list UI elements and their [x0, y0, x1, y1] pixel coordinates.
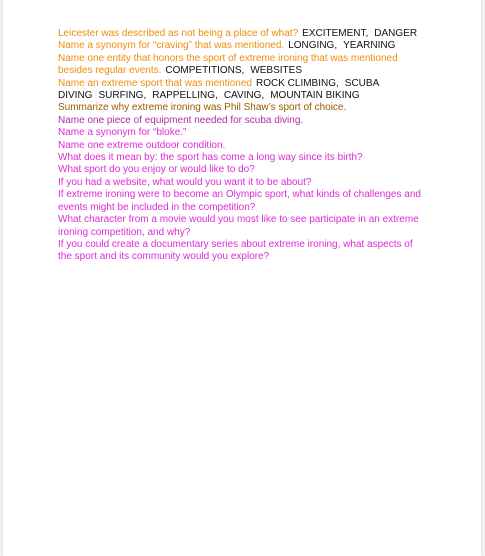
answer-text: MOUNTAIN BIKING — [270, 90, 360, 102]
document-page — [3, 0, 481, 556]
answer-text: LONGING, — [288, 40, 338, 52]
question-item — [58, 78, 428, 103]
question-item — [58, 28, 428, 40]
answer-text: COMPETITIONS, — [165, 65, 245, 77]
answer-group — [302, 28, 417, 39]
question-item — [58, 177, 428, 189]
answer-group — [288, 40, 395, 51]
question-item — [58, 239, 428, 264]
question-item — [58, 40, 428, 52]
question-item — [58, 152, 428, 164]
question-item — [58, 115, 428, 127]
question-text: If you had a website, what would you want it to be about? — [58, 176, 312, 188]
answer-group — [165, 65, 302, 76]
answer-text: WEBSITES — [250, 65, 302, 77]
answer-text: ROCK CLIMBING, — [255, 77, 339, 89]
answer-text: CAVING, — [223, 90, 265, 102]
question-item — [58, 214, 428, 239]
question-item — [58, 189, 428, 214]
answer-text: EXCITEMENT, — [302, 28, 369, 39]
question-text: What sport do you enjoy or would like to do? — [58, 164, 255, 176]
answer-text: DANGER — [374, 28, 418, 39]
question-text: Leicester was described as not being a place of what? — [58, 28, 299, 39]
question-list — [58, 28, 428, 264]
question-text: Name one piece of equipment needed for scuba diving. — [58, 114, 304, 126]
question-text: Summarize why extreme ironing was Phil Shaw’s sport of choice. — [58, 102, 347, 114]
question-text: Name a synonym for “bloke.” — [58, 127, 187, 139]
question-text: Name a synonym for “craving” that was mentioned. — [58, 40, 285, 52]
question-item — [58, 53, 428, 78]
question-item — [58, 102, 428, 114]
question-text: What does it mean by: the sport has come a long way since its birth? — [58, 152, 363, 164]
question-item — [58, 164, 428, 176]
question-text: What character from a movie would you most like to see participate in an extreme ironing competition, and why? — [58, 214, 419, 238]
answer-text: SURFING, — [98, 90, 147, 102]
question-text: Name one entity that honors the sport of extreme ironing that was mentioned besides regular events. — [58, 52, 398, 77]
answer-text: RAPPELLING, — [152, 90, 218, 102]
answer-text: SCUBA DIVING — [58, 77, 379, 102]
question-text: If extreme ironing were to become an Olympic sport, what kinds of challenges and events might be included in the competition? — [58, 189, 421, 213]
question-item — [58, 140, 428, 152]
question-text: Name an extreme sport that was mentioned — [58, 77, 252, 89]
question-text: Name one extreme outdoor condition. — [58, 139, 226, 151]
question-item — [58, 127, 428, 139]
answer-text: YEARNING — [343, 40, 396, 52]
question-text: If you could create a documentary series about extreme ironing, what aspects of the sport and its community would you explore? — [58, 238, 413, 263]
